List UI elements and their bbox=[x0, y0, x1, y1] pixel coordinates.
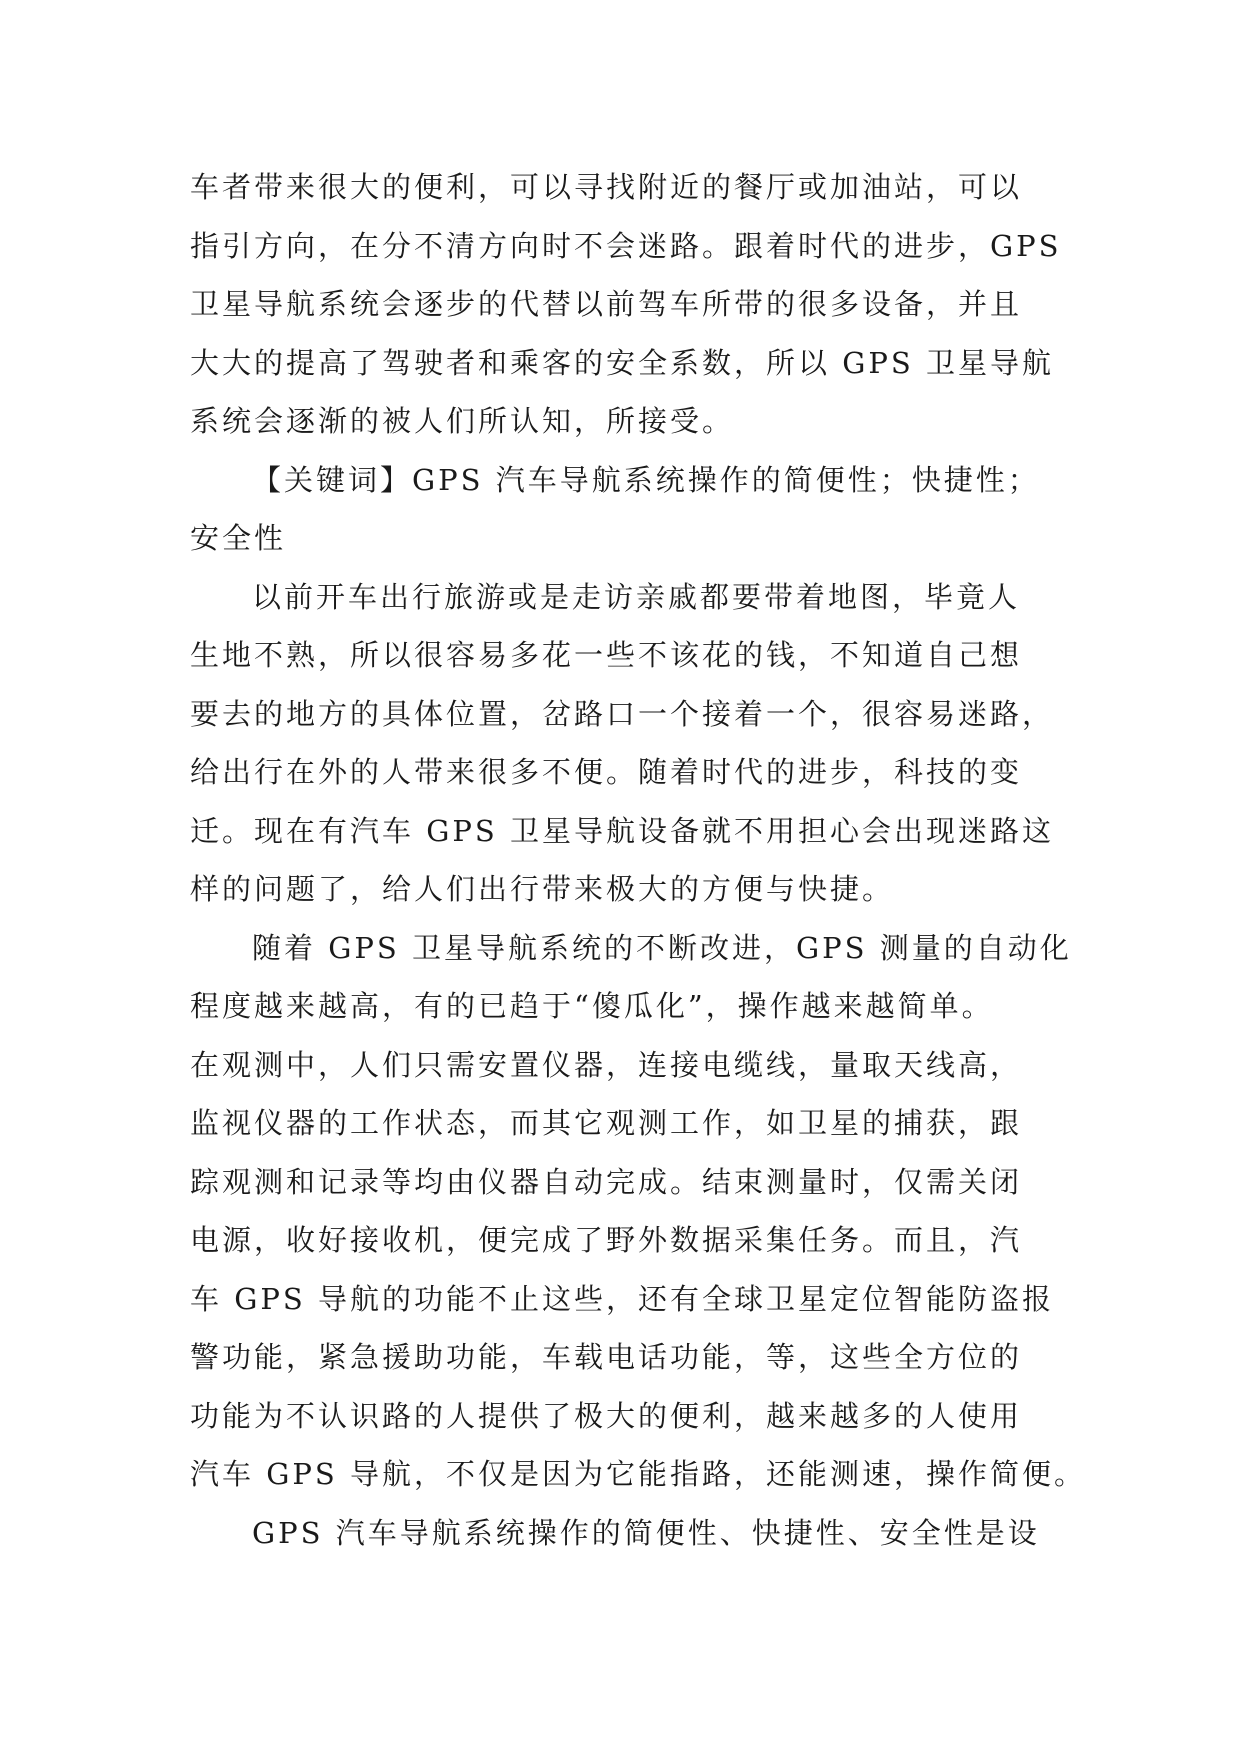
text-line: 汽车 GPS 导航，不仅是因为它能指路，还能测速，操作简便。 bbox=[190, 1457, 1086, 1491]
paragraph-start: 以前开车出行旅游或是走访亲戚都要带着地图，毕竟人 bbox=[252, 579, 1021, 614]
document-body bbox=[190, 158, 1086, 1562]
text-line: 车 GPS 导航的功能不止这些，还有全球卫星定位智能防盗报 bbox=[190, 1281, 1054, 1316]
text-line: 样的问题了，给人们出行带来极大的方便与快捷。 bbox=[190, 872, 895, 906]
text-line: 迁。现在有汽车 GPS 卫星导航设备就不用担心会出现迷路这 bbox=[190, 813, 1054, 848]
text-line: 生地不熟，所以很容易多花一些不该花的钱，不知道自己想 bbox=[190, 638, 1023, 672]
text-line: 监视仪器的工作状态，而其它观测工作，如卫星的捕获，跟 bbox=[190, 1106, 1023, 1140]
text-line: 电源，收好接收机，便完成了野外数据采集任务。而且，汽 bbox=[190, 1223, 1023, 1257]
text-line: 系统会逐渐的被人们所认知，所接受。 bbox=[190, 404, 735, 438]
text-line: 程度越来越高，有的已趋于“傻瓜化”，操作越来越简单。 bbox=[190, 989, 994, 1023]
text-line: 要去的地方的具体位置，岔路口一个接着一个，很容易迷路， bbox=[190, 696, 1055, 731]
keywords-line: 【关键词】GPS 汽车导航系统操作的简便性；快捷性； bbox=[252, 462, 1040, 497]
text-line: 在观测中，人们只需安置仪器，连接电缆线，量取天线高， bbox=[190, 1047, 1023, 1082]
text-line: 卫星导航系统会逐步的代替以前驾车所带的很多设备，并且 bbox=[190, 287, 1023, 321]
text-line: 警功能，紧急援助功能，车载电话功能，等，这些全方位的 bbox=[190, 1340, 1023, 1374]
text-line: 指引方向，在分不清方向时不会迷路。跟着时代的进步，GPS bbox=[190, 228, 1062, 263]
keywords-continuation: 安全性 bbox=[190, 521, 287, 555]
text-line: 踪观测和记录等均由仪器自动完成。结束测量时，仅需关闭 bbox=[190, 1164, 1023, 1199]
text-line: 大大的提高了驾驶者和乘客的安全系数，所以 GPS 卫星导航 bbox=[190, 345, 1054, 380]
paragraph-start: 随着 GPS 卫星导航系统的不断改进，GPS 测量的自动化 bbox=[252, 930, 1072, 965]
text-line: 给出行在外的人带来很多不便。随着时代的进步，科技的变 bbox=[190, 755, 1023, 789]
text-line: 车者带来很大的便利，可以寻找附近的餐厅或加油站，可以 bbox=[190, 170, 1023, 204]
text-line: 功能为不认识路的人提供了极大的便利，越来越多的人使用 bbox=[190, 1398, 1023, 1433]
paragraph-start: GPS 汽车导航系统操作的简便性、快捷性、安全性是设 bbox=[252, 1515, 1040, 1550]
